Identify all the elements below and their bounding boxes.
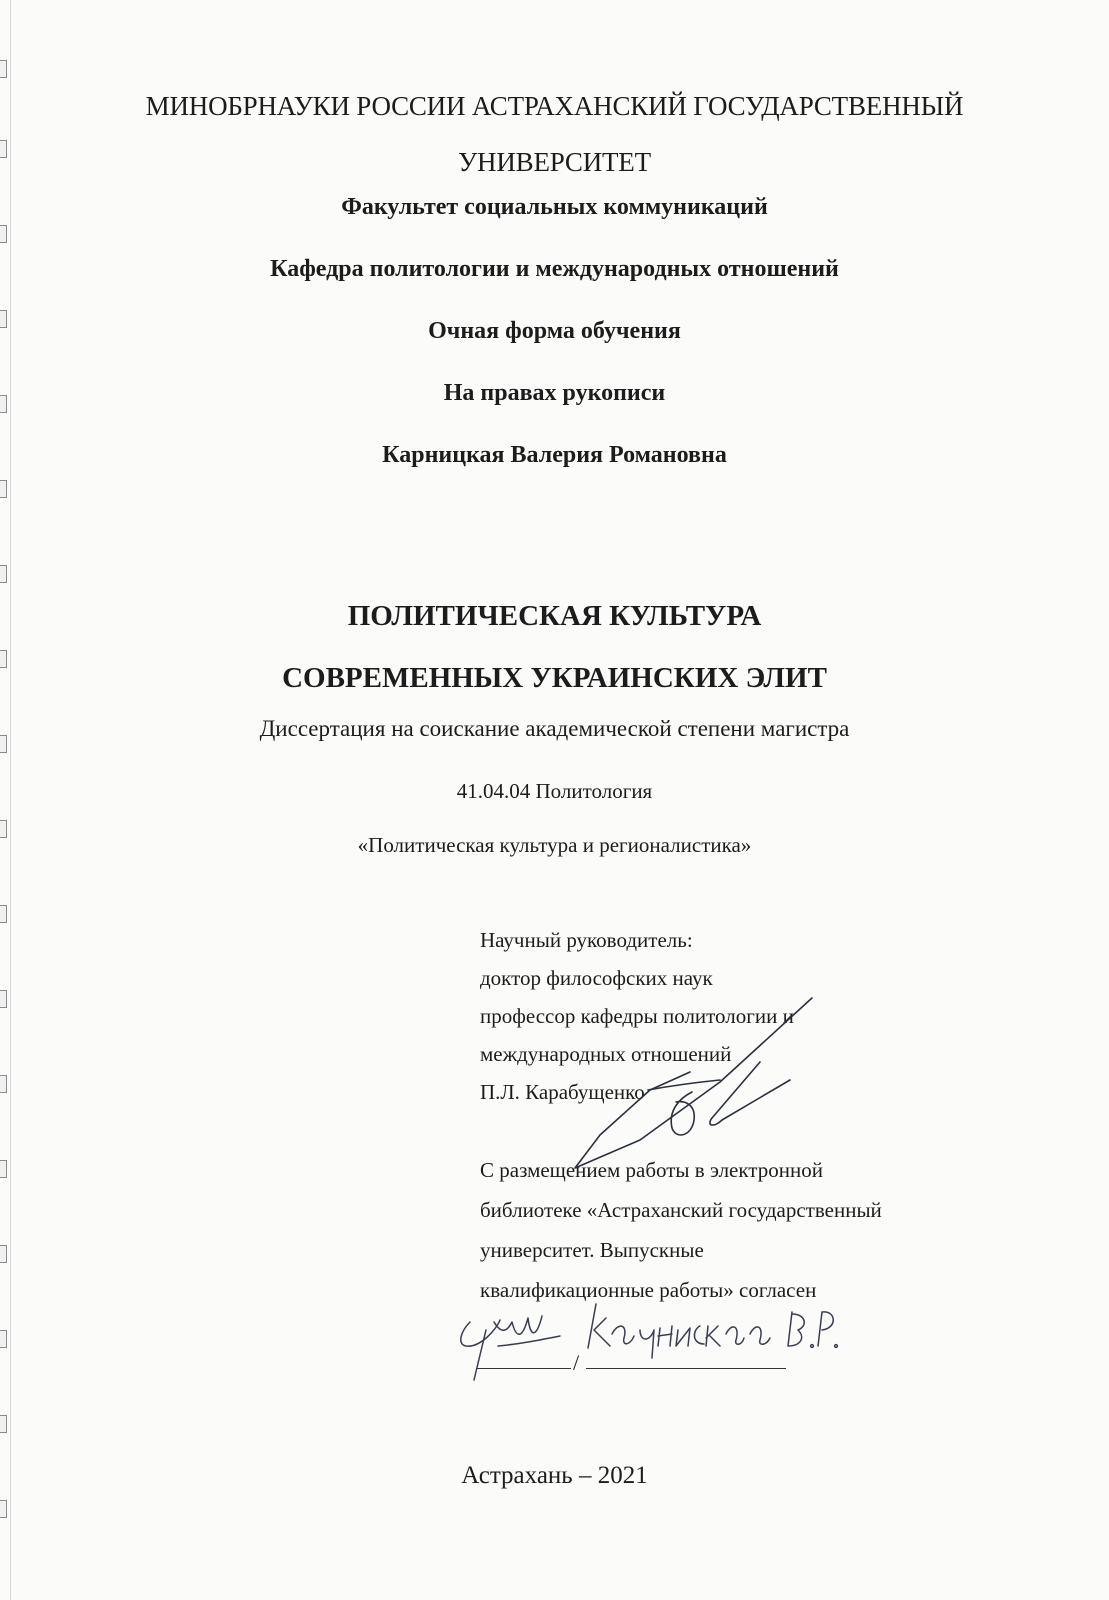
supervisor-degree: доктор философских наук bbox=[480, 966, 713, 990]
thesis-title-line-2: СОВРЕМЕННЫХ УКРАИНСКИХ ЭЛИТ bbox=[282, 662, 827, 694]
supervisor-label: Научный руководитель: bbox=[480, 928, 693, 952]
ministry-line-2: УНИВЕРСИТЕТ bbox=[458, 147, 651, 177]
supervisor-position-line-1: профессор кафедры политологии и bbox=[480, 1004, 794, 1028]
degree-line: Диссертация на соискание академической степени магистра bbox=[259, 716, 850, 741]
department-name: Кафедра политологии и международных отношений bbox=[270, 256, 839, 282]
supervisor-position-line-2: международных отношений bbox=[480, 1042, 732, 1066]
consent-line-4: квалификационные работы» согласен bbox=[480, 1278, 817, 1302]
signature-underline bbox=[476, 1368, 571, 1369]
manuscript-note: На правах рукописи bbox=[443, 380, 666, 406]
ministry-header bbox=[0, 78, 1109, 190]
consent-block bbox=[480, 1150, 1000, 1310]
consent-line-2: библиотеке «Астраханский государственный bbox=[480, 1198, 882, 1222]
consent-line-3: университет. Выпускные bbox=[480, 1238, 704, 1262]
author-name: Карницкая Валерия Романовна bbox=[382, 442, 727, 468]
consent-line-1: С размещением работы в электронной bbox=[480, 1158, 823, 1182]
signature-separator: / bbox=[573, 1350, 580, 1375]
specialty-code: 41.04.04 Политология bbox=[456, 779, 653, 803]
signature-line bbox=[476, 1342, 856, 1375]
ministry-line-1: МИНОБРНАУКИ РОССИИ АСТРАХАНСКИЙ ГОСУДАРСТВЕННЫЙ bbox=[145, 91, 964, 121]
supervisor-block bbox=[480, 921, 1000, 1111]
thesis-title bbox=[0, 585, 1109, 709]
city-year: Астрахань – 2021 bbox=[461, 1462, 648, 1489]
program-name: «Политическая культура и регионалистика» bbox=[357, 833, 752, 857]
name-underline bbox=[586, 1368, 786, 1369]
thesis-title-line-1: ПОЛИТИЧЕСКАЯ КУЛЬТУРА bbox=[347, 600, 762, 632]
study-form: Очная форма обучения bbox=[428, 318, 681, 344]
faculty-name: Факультет социальных коммуникаций bbox=[341, 194, 768, 220]
supervisor-name: П.Л. Карабущенко bbox=[480, 1080, 645, 1104]
